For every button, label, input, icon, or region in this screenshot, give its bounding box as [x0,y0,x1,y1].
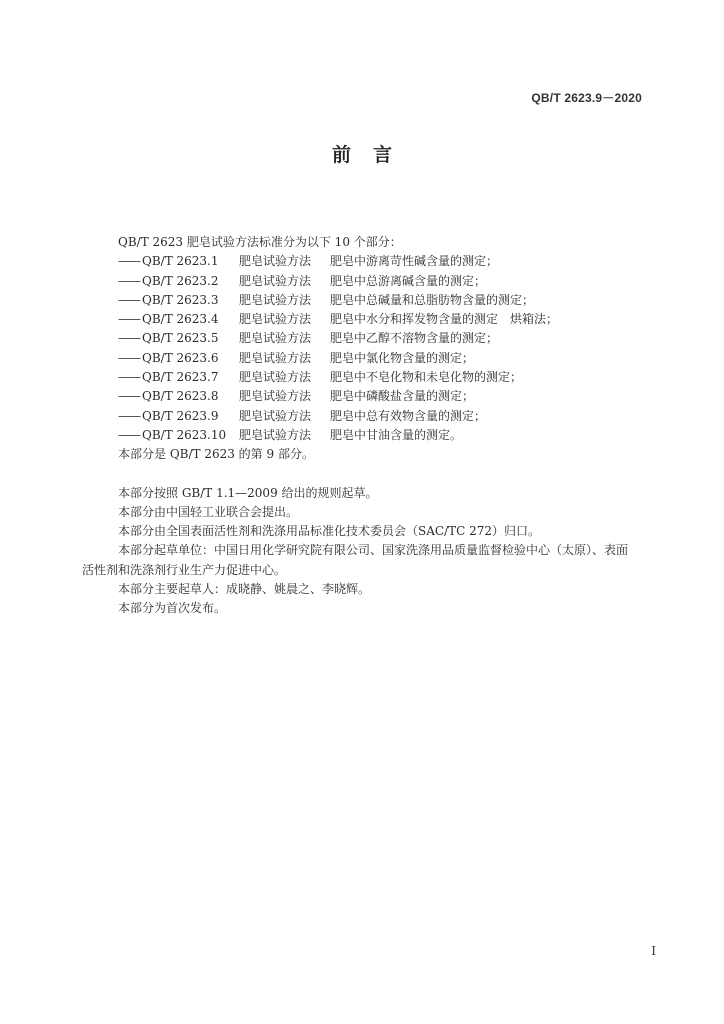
foreword-body [82,233,652,619]
part-method: 肥皂试验方法 [239,331,312,346]
page-title: 前言 [331,144,414,166]
part-method: 肥皂试验方法 [239,389,312,404]
first-release-line: 本部分为首次发布。 [118,601,227,616]
list-item [82,407,652,426]
part-method: 肥皂试验方法 [239,292,312,307]
list-dash: —— [118,389,140,404]
part-content: 肥皂中磷酸盐含量的测定； [330,389,475,404]
list-item [82,387,652,406]
drafting-rules-line: 本部分按照 GB/T 1.1—2009 给出的规则起草。 [118,485,378,500]
part-content: 肥皂中甘油含量的测定。 [330,427,463,442]
list-item [82,426,652,445]
part-code: QB/T 2623.5 [142,331,219,346]
part-code: QB/T 2623.6 [142,350,219,365]
part-content: 肥皂中总碱量和总脂肪物含量的测定； [330,292,535,307]
list-item [82,368,652,387]
drafting-units-line-2: 活性剂和洗涤剂行业生产力促进中心。 [82,562,287,577]
list-dash: —— [118,427,140,442]
list-dash: —— [118,273,140,288]
list-item [82,310,652,329]
part-method: 肥皂试验方法 [239,273,312,288]
list-dash: —— [118,350,140,365]
part-method: 肥皂试验方法 [239,312,312,327]
part-code: QB/T 2623.10 [142,427,227,442]
list-item [82,329,652,348]
list-item [82,272,652,291]
page-number: I [651,944,656,958]
part-method: 肥皂试验方法 [239,408,312,423]
list-dash: —— [118,292,140,307]
intro-line: QB/T 2623 肥皂试验方法标准分为以下 10 个部分： [118,235,402,249]
part-code: QB/T 2623.9 [142,408,219,423]
paragraph-gap [82,465,652,484]
list-item [82,252,652,271]
list-item [82,291,652,310]
document-code: QB/T 2623.9－2020 [531,91,642,105]
part-method: 肥皂试验方法 [239,350,312,365]
list-dash: —— [118,408,140,423]
part-code: QB/T 2623.1 [142,254,219,269]
list-dash: —— [118,331,140,346]
part-code: QB/T 2623.3 [142,292,219,307]
part-method: 肥皂试验方法 [239,254,312,269]
part-code: QB/T 2623.2 [142,273,219,288]
part-content: 肥皂中总游离碱含量的测定； [330,273,487,288]
part-content: 肥皂中游离苛性碱含量的测定； [330,254,499,269]
part-code: QB/T 2623.4 [142,312,219,327]
jurisdiction-line: 本部分由全国表面活性剂和洗涤用品标准化技术委员会（SAC/TC 272）归口。 [118,524,541,539]
part-content: 肥皂中水分和挥发物含量的测定 烘箱法； [330,312,559,327]
part-code: QB/T 2623.8 [142,389,219,404]
proposer-line: 本部分由中国轻工业联合会提出。 [118,504,299,519]
part-content: 肥皂中不皂化物和未皂化物的测定； [330,370,523,385]
part-content: 肥皂中总有效物含量的测定； [330,408,487,423]
list-item [82,349,652,368]
list-dash: —— [118,370,140,385]
part-content: 肥皂中乙醇不溶物含量的测定； [330,331,499,346]
this-part-statement: 本部分是 QB/T 2623 的第 9 部分。 [118,447,314,462]
part-method: 肥皂试验方法 [239,370,312,385]
drafters-line: 本部分主要起草人：成晓静、姚晨之、李晓辉。 [118,582,371,597]
part-content: 肥皂中氯化物含量的测定； [330,350,475,365]
drafting-units-line-1: 本部分起草单位：中国日用化学研究院有限公司、国家洗涤用品质量监督检验中心（太原）、表面 [118,543,629,558]
list-dash: —— [118,312,140,327]
part-code: QB/T 2623.7 [142,370,219,385]
list-dash: —— [118,254,140,269]
part-method: 肥皂试验方法 [239,427,312,442]
